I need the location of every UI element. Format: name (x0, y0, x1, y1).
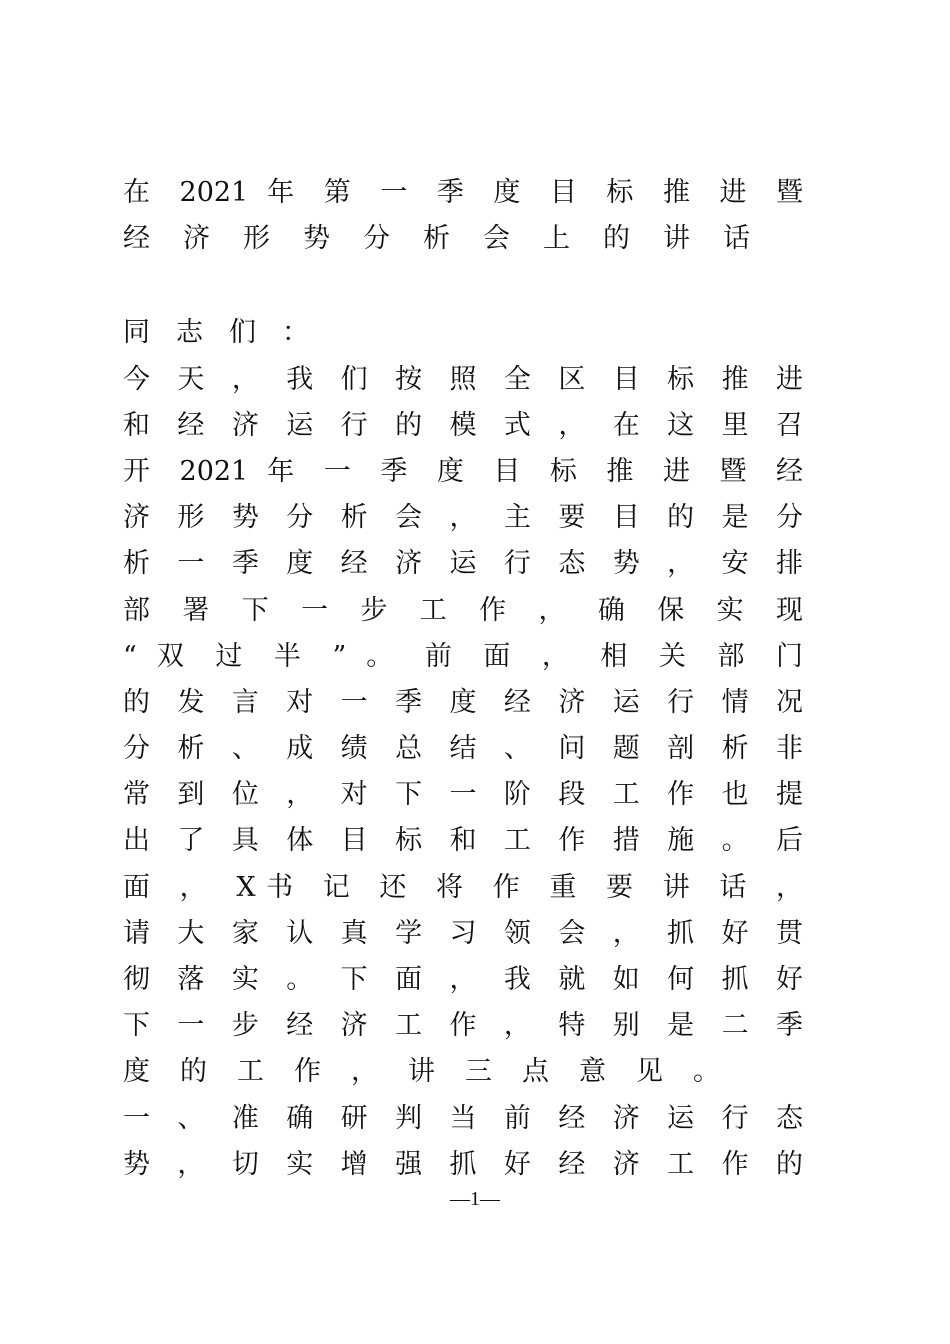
body-line: 今 天 ， 我 们 按 照 全 区 目 标 推 进 (123, 363, 803, 395)
greeting: 同志们： (123, 317, 335, 349)
body-line: 开 2021 年 一 季 度 目 标 推 进 暨 经 (123, 455, 803, 487)
title-line-1: 在 2021 年 第 一 季 度 目 标 推 进 暨 (123, 177, 803, 208)
page-number: —1— (450, 1188, 500, 1210)
body-line: 请 大 家 认 真 学 习 领 会 ， 抓 好 贯 (123, 917, 803, 949)
body-line: 济 形 势 分 析 会 ， 主 要 目 的 是 分 (123, 502, 803, 534)
body-line: 分 析 、 成 绩 总 结 、 问 题 剖 析 非 (123, 733, 803, 765)
body-line: 和 经 济 运 行 的 模 式 ， 在 这 里 召 (123, 409, 803, 441)
title-line-2: 经济形势分析会上的讲话 (123, 223, 783, 255)
body-line: 面 ， X书 记 还 将 作 重 要 讲 话 ， (123, 871, 803, 903)
body-line: 常 到 位 ， 对 下 一 阶 段 工 作 也 提 (123, 779, 803, 811)
body-line: 析 一 季 度 经 济 运 行 态 势 ， 安 排 (123, 548, 803, 580)
body-line: 的 发 言 对 一 季 度 经 济 运 行 情 况 (123, 686, 803, 718)
body-line: 度的工作，讲三点意见。 (123, 1056, 750, 1088)
body-line: 出 了 具 体 目 标 和 工 作 措 施 。 后 (123, 825, 803, 857)
section-heading-line: 一 、 准 确 研 判 当 前 经 济 运 行 态 (123, 1102, 803, 1134)
document-body (123, 170, 803, 1188)
section-heading-line: 势 ， 切 实 增 强 抓 好 经 济 工 作 的 (123, 1148, 803, 1180)
body-line: “ 双 过 半 ” 。 前 面 ， 相 关 部 门 (123, 640, 803, 672)
body-paragraphs (123, 357, 803, 1188)
body-line: 部 署 下 一 步 工 作 ， 确 保 实 现 (123, 594, 803, 626)
body-line: 彻 落 实 。 下 面 ， 我 就 如 何 抓 好 (123, 964, 803, 995)
document-title (123, 170, 803, 262)
body-line: 下 一 步 经 济 工 作 ， 特 别 是 二 季 (123, 1010, 803, 1042)
